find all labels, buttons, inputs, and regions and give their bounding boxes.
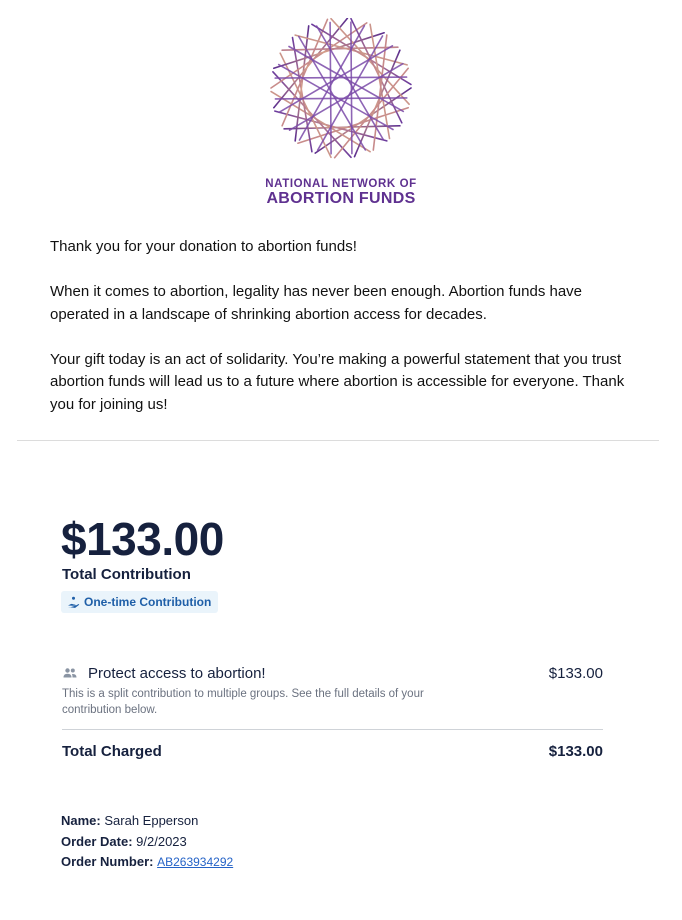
total-charged-label: Total Charged [62,743,162,760]
order-name-row [61,811,233,832]
thank-you-message [50,236,630,439]
contribution-line-item [62,662,603,684]
order-date-row [61,832,233,853]
name-label: Name: [61,813,101,828]
order-number-row [61,852,233,873]
line-item-title: Protect access to abortion! [88,664,266,682]
brand-logo [0,18,682,207]
order-number-label: Order Number: [61,854,154,869]
name-value: Sarah Epperson [104,813,199,828]
people-group-icon [62,665,78,681]
total-contribution-label: Total Contribution [62,566,191,583]
badge-label: One-time Contribution [84,595,212,609]
one-time-contribution-badge [61,591,218,613]
message-paragraph-3: Your gift today is an act of solidarity. You’re making a powerful statement that you trust abortion funds will lead us to a future where abortion is accessible for everyone. Thank you for joining us! [50,350,625,413]
logo-text-line2: ABORTION FUNDS [266,190,416,207]
message-paragraph-1: Thank you for your donation to abortion funds! [50,238,357,255]
order-details [61,811,233,873]
logo-text-line1: NATIONAL NETWORK OF [265,178,417,190]
line-item-price: $133.00 [548,664,603,682]
total-divider [62,729,603,730]
hand-coin-icon [67,596,80,609]
order-number-link[interactable]: AB263934292 [157,855,234,869]
order-date-value: 9/2/2023 [136,833,187,849]
line-item-note: This is a split contribution to multiple groups. See the full details of your contribution below. [62,688,424,716]
total-charged-value: $133.00 [548,743,603,760]
contribution-amount: $133.00 [61,513,224,565]
total-charged-row [62,743,603,760]
section-divider [17,440,659,441]
order-date-label: Order Date: [61,833,133,849]
woven-circle-logo-icon [266,18,416,168]
message-paragraph-2: When it comes to abortion, legality has never been enough. Abortion funds have operated in a landscape of shrinking abortion access for decades. [50,283,583,323]
